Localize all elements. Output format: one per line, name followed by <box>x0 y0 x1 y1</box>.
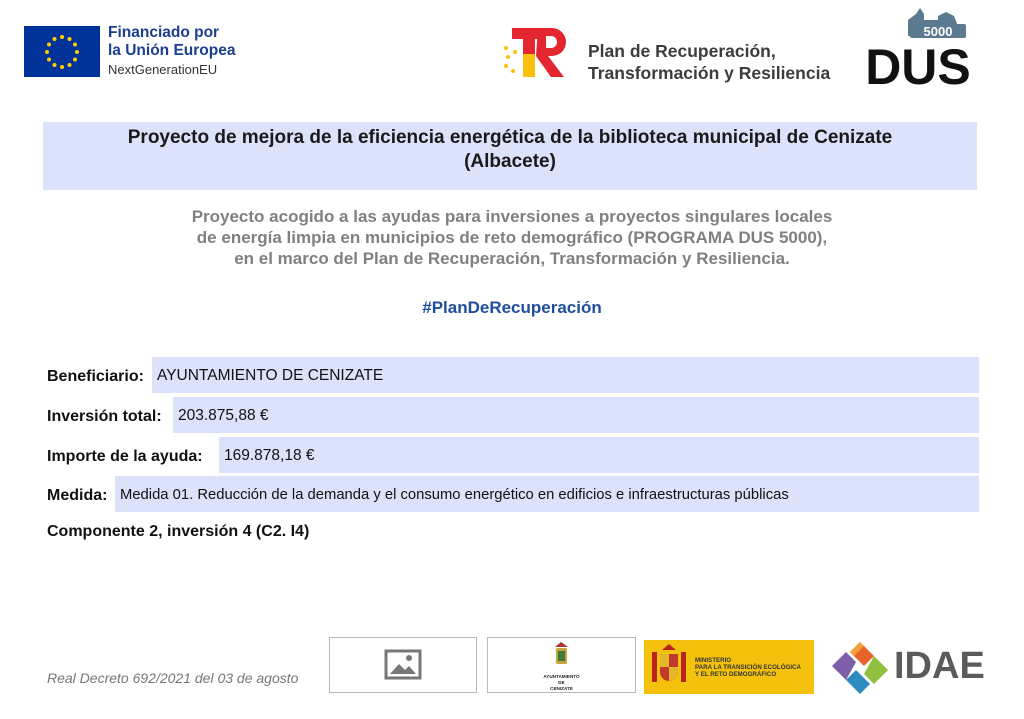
inversion-label: Inversión total: <box>47 408 162 425</box>
image-placeholder-icon <box>330 638 476 692</box>
ayuntamiento-logo <box>487 637 636 693</box>
real-decreto-text: Real Decreto 692/2021 del 03 de agosto <box>47 670 299 686</box>
hashtag: #PlanDeRecuperación <box>422 298 602 317</box>
ayuda-value: 169.878,18 € <box>219 437 979 473</box>
spain-coat-of-arms-icon <box>644 640 694 694</box>
eu-line-union: la Unión Europea <box>108 42 236 59</box>
ministerio-text <box>695 657 801 678</box>
idae-emblem-icon <box>830 640 890 696</box>
prtr-line1: Plan de Recuperación, <box>588 41 776 61</box>
coat-of-arms-icon <box>488 638 635 674</box>
eu-line-financiado: Financiado por <box>108 24 220 41</box>
image-placeholder <box>329 637 477 693</box>
ministerio-logo <box>644 640 814 694</box>
ayuntamiento-line1: AYUNTAMIENTO <box>543 674 580 679</box>
idae-text: IDAE <box>894 645 985 687</box>
prtr-text <box>588 40 830 84</box>
medida-row <box>47 476 979 512</box>
subtitle-line1: Proyecto acogido a las ayudas para inversiones a proyectos singulares locales <box>191 207 833 226</box>
eu-funding-text <box>108 24 235 79</box>
prtr-logo <box>502 24 572 82</box>
eu-flag-logo <box>24 26 100 77</box>
inversion-value: 203.875,88 € <box>173 397 979 433</box>
prtr-line2: Transformación y Resiliencia <box>588 63 831 83</box>
project-title <box>43 122 977 190</box>
subtitle-line2: de energía limpia en municipios de reto demográfico (PROGRAMA DUS 5000), <box>196 228 828 247</box>
subtitle-line3: en el marco del Plan de Recuperación, Transformación y Resiliencia. <box>234 249 790 268</box>
dus-number: 5000 <box>923 24 953 39</box>
dus-5000-logo <box>862 6 978 86</box>
ministerio-line3: Y EL RETO DEMOGRÁFICO <box>695 671 777 678</box>
ministerio-line2: PARA LA TRANSICIÓN ECOLÓGICA <box>695 664 801 671</box>
componente-text: Componente 2, inversión 4 (C2. I4) <box>47 523 310 540</box>
ayuntamiento-caption <box>488 674 635 692</box>
ayuntamiento-line3: CENIZATE <box>550 686 573 691</box>
ayuda-label: Importe de la ayuda: <box>47 448 203 465</box>
beneficiario-label: Beneficiario: <box>47 368 144 385</box>
project-title-line2: (Albacete) <box>464 151 556 172</box>
ayuntamiento-line2: DE <box>558 680 565 685</box>
medida-value: Medida 01. Reducción de la demanda y el consumo energético en edificios e infraestructuras públicas <box>115 476 979 512</box>
beneficiario-value: AYUNTAMIENTO DE CENIZATE <box>152 357 979 393</box>
ministerio-line1: MINISTERIO <box>695 657 732 664</box>
eu-line-nextgen: NextGenerationEU <box>108 62 218 77</box>
project-subtitle <box>70 206 954 269</box>
dus-text: DUS <box>865 39 971 86</box>
ayuda-row <box>47 437 979 473</box>
project-title-line1: Proyecto de mejora de la eficiencia energética de la biblioteca municipal de Cenizate <box>127 127 893 148</box>
inversion-row <box>47 397 979 433</box>
beneficiario-row <box>47 357 979 393</box>
medida-label: Medida: <box>47 487 108 504</box>
